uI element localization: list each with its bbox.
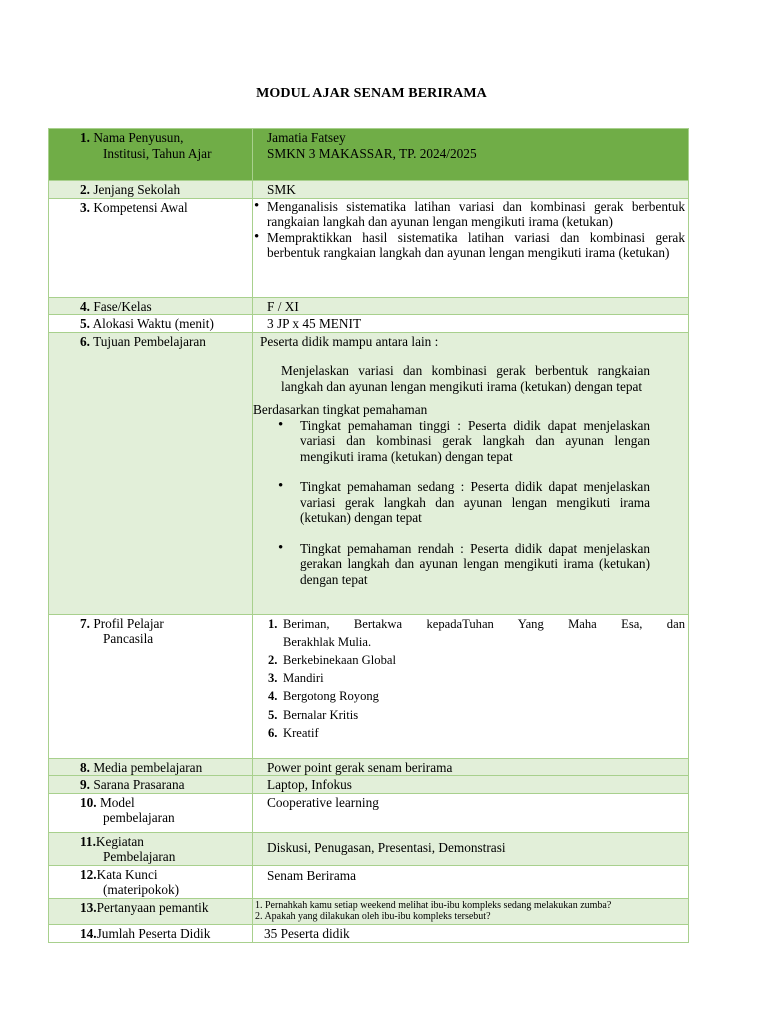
modul-table (48, 128, 689, 943)
value-cell (253, 865, 689, 898)
list-item (268, 651, 685, 669)
row-value: 3 JP x 45 MENIT (267, 316, 362, 331)
row-number: 13. (80, 899, 97, 915)
label-cell (49, 332, 253, 614)
label-cell (49, 898, 253, 924)
question-item: 1. Pernahkah kamu setiap weekend melihat ibu-ibu kompleks sedang melakukan zumba? (255, 899, 612, 911)
row-value: Senam Berirama (267, 867, 356, 883)
tujuan-basis: Berdasarkan tingkat pemahaman (253, 402, 428, 417)
list-item (268, 706, 685, 724)
row-number: 10. (80, 794, 97, 810)
level-item: • Tingkat pemahaman rendah : Peserta didik dapat menjelaskan gerakan langkah dan ayunan lengan mengikuti irama (ketukan) dengan tepat (300, 541, 650, 588)
row-label: Alokasi Waktu (menit) (92, 316, 214, 331)
row-value: F / XI (267, 298, 299, 314)
row-number: 9. (80, 777, 90, 792)
value-cell (253, 315, 689, 333)
list-item (268, 687, 685, 705)
label-cell (49, 297, 253, 315)
row-number: 1. (80, 130, 90, 145)
row-number: 5. (80, 316, 90, 331)
row-number: 4. (80, 298, 90, 314)
label-cell (49, 865, 253, 898)
list-item (268, 615, 685, 633)
row-label: Media pembelajaran (93, 759, 203, 775)
row-value: Power point gerak senam berirama (267, 759, 453, 775)
value-cell (253, 776, 689, 794)
list-item (268, 724, 685, 742)
pertanyaan-list (253, 899, 688, 923)
value-cell (253, 181, 689, 199)
label-cell (49, 776, 253, 794)
row-pertanyaan (49, 898, 689, 924)
row-value: 35 Peserta didik (264, 925, 350, 941)
item-text: Berkebinekaan Global (283, 652, 396, 667)
row-fase (49, 297, 689, 315)
item-text: Mandiri (283, 671, 324, 686)
label-cell (49, 832, 253, 865)
row-label: Nama Penyusun, (93, 130, 184, 145)
value-cell (253, 924, 689, 942)
row-label-cont: pembelajaran (103, 810, 175, 825)
tujuan-levels (253, 418, 688, 588)
row-kata-kunci (49, 865, 689, 898)
row-label: Pertanyaan pemantik (96, 899, 209, 915)
institution-text: SMKN 3 MAKASSAR, TP. 2024/2025 (267, 145, 477, 161)
row-number: 6. (80, 333, 90, 349)
item-number: 1. (268, 616, 278, 631)
row-number: 12. (80, 866, 97, 882)
row-label-cont: Pembelajaran (103, 849, 176, 864)
row-kompetensi (49, 198, 689, 297)
item-text: Bergotong Royong (283, 689, 379, 704)
row-label: Tujuan Pembelajaran (93, 333, 206, 349)
row-label: Kompetensi Awal (93, 199, 188, 215)
label-cell (49, 129, 253, 181)
label-cell (49, 758, 253, 776)
item-number: 4. (268, 689, 278, 704)
item-text: Kreatif (283, 725, 319, 740)
value-cell (253, 198, 689, 297)
document-title: MODUL AJAR SENAM BERIRAMA (256, 86, 487, 101)
kompetensi-list (253, 199, 688, 261)
row-jumlah (49, 924, 689, 942)
row-number: 7. (80, 615, 90, 631)
row-label: Kegiatan (95, 833, 144, 849)
item-text: Berakhlak Mulia. (283, 634, 372, 649)
item-number: 3. (268, 671, 278, 686)
list-item (268, 669, 685, 687)
row-number: 3. (80, 199, 90, 215)
level-item: • Tingkat pemahaman sedang : Peserta didik dapat menjelaskan variasi gerak langkah dan ayunan lengan mengikuti irama (ketukan) dengan tepat (300, 479, 650, 526)
row-label: Model (99, 794, 135, 810)
author-name: Jamatia Fatsey (267, 130, 346, 145)
value-cell (253, 758, 689, 776)
row-tujuan (49, 332, 689, 614)
label-cell (49, 181, 253, 199)
list-item: • Menganalisis sistematika latihan variasi dan kombinasi gerak berbentuk rangkaian langkah dan ayunan lengan mengikuti irama (ketukan) (253, 199, 688, 230)
tujuan-description: Menjelaskan variasi dan kombinasi gerak berbentuk rangkaian langkah dan ayunan lengan mengikuti irama (ketukan) dengan tepat (281, 363, 650, 394)
label-cell (49, 315, 253, 333)
row-profil (49, 614, 689, 758)
row-label: Jenjang Sekolah (93, 182, 181, 197)
row-number: 8. (80, 759, 90, 775)
row-kegiatan (49, 832, 689, 865)
row-label: Sarana Prasarana (93, 777, 185, 792)
value-cell (253, 297, 689, 315)
row-label-cont: Pancasila (103, 631, 154, 646)
row-alokasi (49, 315, 689, 333)
row-value: Cooperative learning (267, 794, 379, 810)
value-cell (253, 332, 689, 614)
label-cell (49, 198, 253, 297)
row-penyusun (49, 129, 689, 181)
item-number: 2. (268, 652, 278, 667)
row-jenjang (49, 181, 689, 199)
row-number: 14. (80, 925, 97, 941)
row-media (49, 758, 689, 776)
value-cell (253, 614, 689, 758)
row-label-cont: (materipokok) (103, 882, 180, 897)
label-cell (49, 793, 253, 832)
value-cell (253, 832, 689, 865)
row-label-cont: Institusi, Tahun Ajar (103, 145, 212, 161)
item-number: 5. (268, 707, 278, 722)
item-text: Beriman, Bertakwa kepadaTuhan Yang Maha Esa, dan (283, 616, 685, 631)
profil-list (253, 615, 688, 742)
row-label: Kata Kunci (96, 866, 158, 882)
row-label: Jumlah Peserta Didik (96, 925, 211, 941)
row-label: Profil Pelajar (93, 615, 164, 631)
row-number: 2. (80, 182, 90, 197)
question-item: 2. Apakah yang dilakukan oleh ibu-ibu kompleks tersebut? (255, 911, 491, 922)
list-item (283, 633, 685, 651)
row-value: Diskusi, Penugasan, Presentasi, Demonstrasi (267, 839, 506, 855)
row-label: Fase/Kelas (93, 298, 152, 314)
tujuan-intro: Peserta didik mampu antara lain : (260, 333, 439, 349)
level-item: • Tingkat pemahaman tinggi : Peserta didik dapat menjelaskan variasi dan kombinasi gerak langkah dan ayunan lengan mengikuti irama (ketukan) dengan tepat (300, 418, 650, 465)
row-number: 11. (80, 833, 96, 849)
list-item: • Mempraktikkan hasil sistematika latihan variasi dan kombinasi gerak berbentuk rangkaian langkah dan ayunan lengan mengikuti irama (ketukan) (253, 230, 688, 261)
label-cell (49, 924, 253, 942)
item-text: Bernalar Kritis (283, 707, 359, 722)
row-value: Laptop, Infokus (267, 777, 352, 792)
row-model (49, 793, 689, 832)
label-cell (49, 614, 253, 758)
value-cell (253, 129, 689, 181)
row-value: SMK (267, 182, 296, 197)
item-number: 6. (268, 725, 278, 740)
value-cell (253, 898, 689, 924)
row-sarana (49, 776, 689, 794)
value-cell (253, 793, 689, 832)
